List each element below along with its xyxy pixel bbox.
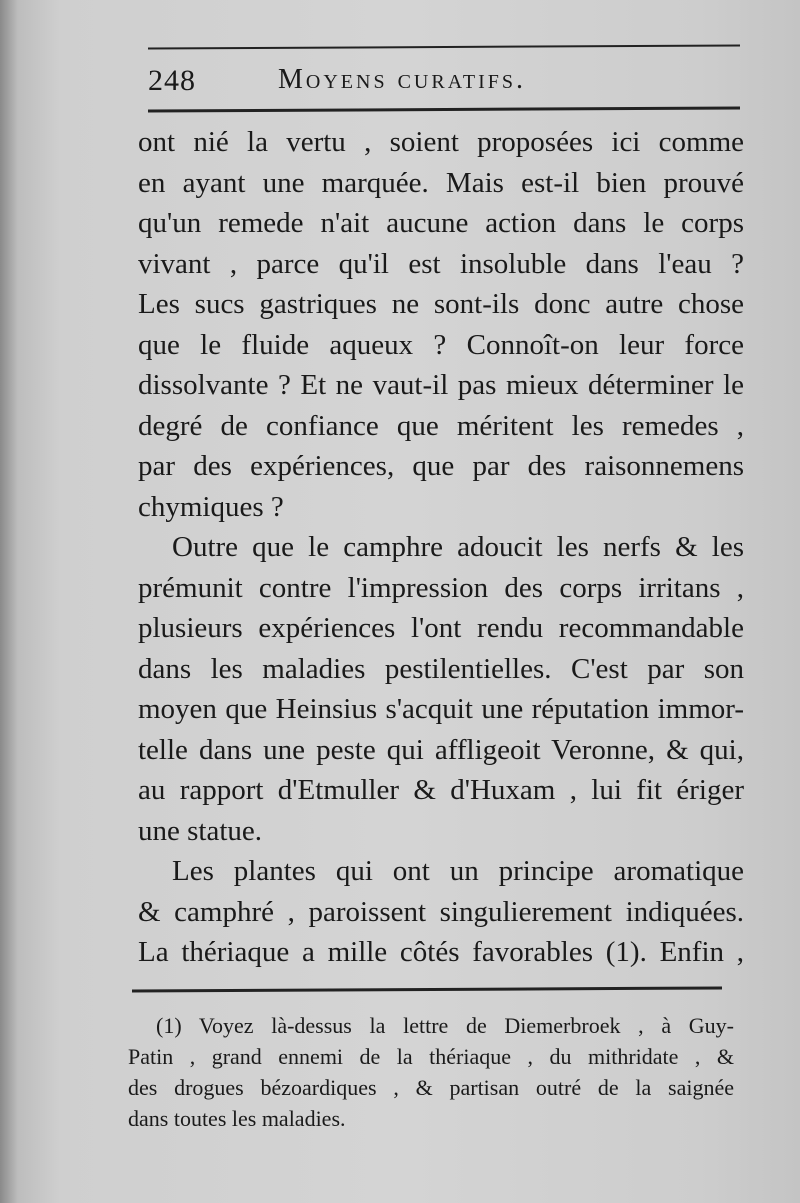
- text-line: par des expériences, que par des raisonnemens: [138, 450, 744, 482]
- text-line: une statue.: [138, 814, 263, 847]
- text-line: vivant , parce qu'il est insoluble dans l'eau ?: [138, 247, 744, 280]
- text-line: dissolvante ? Et ne vaut-il pas mieux déterminer le: [138, 369, 744, 401]
- text-line: Les plantes qui ont un principe aromatique: [172, 855, 744, 887]
- text-line: ont nié la vertu , soient proposées ici comme: [138, 126, 744, 158]
- text-line: plusieurs expériences l'ont rendu recommandable: [138, 612, 744, 644]
- text-line: moyen que Heinsius s'acquit une réputation immor-: [138, 693, 744, 725]
- footnote-line: des drogues bézoardiques , & partisan outré de la saignée: [128, 1075, 734, 1100]
- running-head: Moyens curatifs.: [278, 64, 527, 95]
- text-line: Les sucs gastriques ne sont-ils donc autre chose: [138, 288, 744, 320]
- footnote-line: Patin , grand ennemi de la thériaque , du mithridate , &: [128, 1044, 734, 1069]
- page-header: [148, 46, 740, 116]
- text-line: degré de confiance que méritent les remedes ,: [138, 409, 744, 442]
- footnote-rule: [132, 986, 722, 992]
- text-line: chymiques ?: [138, 490, 284, 523]
- footnote-line: dans toutes les maladies.: [128, 1106, 346, 1131]
- text-line: Outre que le camphre adoucit les nerfs & les: [172, 531, 744, 563]
- text-line: telle dans une peste qui affligeoit Veronne, & qui,: [138, 733, 744, 766]
- page-number: 248: [148, 64, 196, 97]
- header-rule-bottom: [148, 106, 740, 112]
- text-line: La thériaque a mille côtés favorables (1). Enfin ,: [138, 936, 744, 968]
- text-line: en ayant une marquée. Mais est-il bien prouvé: [138, 166, 744, 199]
- footnotes: [128, 1010, 734, 1134]
- text-line: au rapport d'Etmuller & d'Huxam , lui fit ériger: [138, 774, 744, 806]
- footnote-line: (1) Voyez là-dessus la lettre de Diemerbroek , à Guy-: [156, 1013, 734, 1038]
- header-rule-top: [148, 44, 740, 49]
- text-line: & camphré , paroissent singulierement indiquées.: [138, 895, 744, 928]
- text-line: que le fluide aqueux ? Connoît-on leur force: [138, 328, 744, 361]
- text-line: dans les maladies pestilentielles. C'est par son: [138, 652, 744, 685]
- text-line: prémunit contre l'impression des corps irritans ,: [138, 571, 744, 604]
- body-text: [138, 122, 744, 973]
- text-line: qu'un remede n'ait aucune action dans le corps: [138, 207, 744, 239]
